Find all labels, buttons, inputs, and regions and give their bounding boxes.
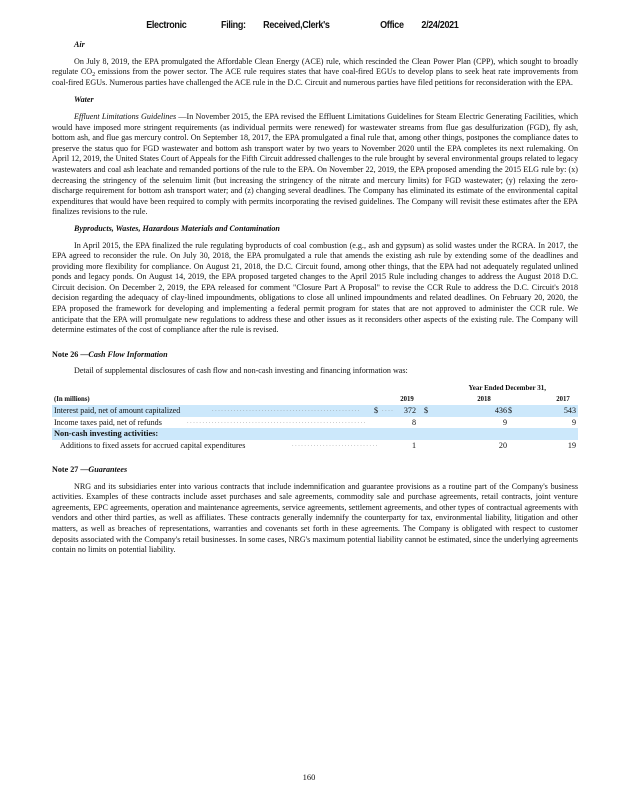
page-number: 160 (302, 772, 316, 782)
value-2017: 19 (567, 440, 576, 450)
table-period-header: Year Ended December 31, (468, 384, 546, 393)
value-2017: 9 (571, 417, 576, 427)
unit-label: (In millions) (54, 396, 90, 404)
water-lead: Effluent Limitations Guidelines (74, 111, 177, 121)
row-label: Additions to fixed assets for accrued capital expenditures (60, 440, 246, 450)
cash-flow-table (52, 383, 578, 451)
note26-title: Note 26 —Cash Flow Information (52, 349, 168, 359)
row-label: Interest paid, net of amount capitalized (54, 406, 181, 416)
table-row (52, 440, 578, 452)
header-filing: Filing: (221, 19, 246, 31)
row-label: Income taxes paid, net of refunds (54, 417, 162, 427)
value-2018: 20 (498, 440, 507, 450)
document-body (52, 40, 578, 556)
section-label: Non-cash investing activities: (54, 429, 159, 439)
value-2018: 9 (502, 417, 507, 427)
leader-dots: .......................................................... (187, 418, 367, 425)
value-2018: 436 (494, 406, 507, 416)
value-2019: 1 (411, 440, 416, 450)
value-2019: 372 (403, 406, 416, 416)
leader-dots: ................................................ (212, 407, 361, 414)
currency-symbol: $ (424, 406, 429, 416)
value-2017: 543 (563, 406, 576, 416)
currency-symbol: $ (374, 406, 379, 416)
value-2019: 8 (411, 417, 416, 427)
note27-title: Note 27 —Guarantees (52, 465, 128, 475)
table-row (52, 417, 578, 429)
byproducts-heading: Byproducts, Wastes, Hazardous Materials and Contamination (74, 223, 280, 233)
air-paragraph: On July 8, 2019, the EPA promulgated the Affordable Clean Energy (ACE) rule, which rescinded the Clean Power Plan (CPP), which sought to broadly regulate $CO_2$ emissions from the power sector. The ACE rule requires states that have coal-fired EGUs to develop plans to seek heat rate improvements from coal-fired EGUs. Numerous parties have challenged the ACE rule in the D.C. Circuit and numerous parties have filed petitions for reconsideration with the EPA. (52, 56, 578, 87)
currency-symbol: $ (508, 406, 513, 416)
leader-dots: ............................ (292, 441, 379, 448)
water-heading: Water (74, 95, 94, 105)
note27-paragraph: NRG and its subsidiaries enter into various contracts that include indemnification and guarantee provisions as a routine part of the Company's business activities. Examples of these contracts include asset purchases and sale agreements, commodity sale and purchase agreements, retail contracts, joint venture agreements, EPC agreements, operation and maintenance agreements, service agreements, settlement agreements, and other types of contractual agreements with vendors and other third parties, as well as affiliates. These contracts generally indemnify the counterparty for tax, environmental liability, litigation and other matters, as well as breaches of representations, warranties and covenants set forth in these agreements. The Company is obligated with respect to customer deposits associated with the Company's retail businesses. In some cases, NRG's maximum potential liability cannot be estimated, since the underlying agreements contain no limits on potential liability. (52, 481, 578, 555)
year-2017: 2017 (556, 396, 570, 404)
year-2019: 2019 (400, 396, 414, 404)
table-header-row (52, 394, 578, 405)
table-row: Interest paid, net of amount capitalized ................................................ $ .... 372 $ 436 $ 543 (54, 406, 576, 416)
table-section-row (52, 428, 578, 440)
header-date: 2/24/2021 (421, 19, 459, 31)
air-heading: Air (74, 40, 85, 49)
water-paragraph: Effluent Limitations Guidelines —In November 2015, the EPA revised the Effluent Limitations Guidelines for Steam Electric Generating Facilities, which would have imposed more stringent requirements (as individual permits were renewed) for wastewater streams from flue gas desulfurization (FGD), fly ash, bottom ash, and flue gas mercury control. On September 18, 2017, the EPA promulgated a final rule that, among other things, postpones the compliance dates to preserve the status quo for FGD wastewater and bottom ash transport water by two years to November 2020 until the EPA completes its next rulemaking. On April 12, 2019, the United States Court of Appeals for the Fifth Circuit addressed challenges to the rule brought by several environmental groups related to legacy wastewaters and coal ash leachate and remanded portions of the rule to the EPA. On November 22, 2019, the EPA proposed amending the 2015 ELG rule by: (x) decreasing the stringency of the selenuim limit (but increasing the stringency of the nitrate and mercury limits) for FGD wastewater; (y) relaxing the zero-discharge requirement for bottom ash transport water; and (z) changing several deadlines. The Company has eliminated its estimate of the environmental capital expenditures that would have been required to comply with permits incorporating the revised guidelines. The Company will revisit these estimates after the EPA finalizes revisions to the rule. (52, 111, 578, 217)
byproducts-paragraph: In April 2015, the EPA finalized the rule regulating byproducts of coal combustion (e.g., ash and gypsum) as solid wastes under the RCRA. In 2017, the EPA agreed to reconsider the rule. On July 30, 2018, the EPA promulgated a rule that amends the existing ash rule by extending some of the deadlines and providing more flexibility for compliance. On August 21, 2018, the D.C. Circuit found, among other things, that the EPA had not adequately regulated unlined ponds and legacy ponds. On August 14, 2019, the EPA proposed targeted changes to the April 2015 Rule including changes to address the August 2018 D.C. Circuit decision. On December 2, 2019, the EPA released for comment "Closure Part A Proposal" to revise the CCR Rule to address the D.C. Circuit's 2018 decision regarding the adequacy of clay-lined impoundments, obligations to close all unlined impoundments and related deadlines. On February 20, 2020, the EPA proposed the framework for developing and implementing a federal permit program for states that are not approved to administer the CCR rule. We anticipate that the EPA will promulgate new regulations to address these and other issues as it reconsiders other aspects of the existing rule. The Company will determine estimates of the cost of compliance after the rule is revised. (52, 240, 578, 335)
filing-header (0, 20, 531, 34)
year-2018: 2018 (477, 396, 491, 404)
note26-intro: Detail of supplemental disclosures of cash flow and non-cash investing and financing information was: (74, 366, 408, 376)
header-received: Received,Clerk's (263, 19, 330, 31)
header-electronic: Electronic (146, 19, 187, 31)
header-office: Office (380, 19, 404, 31)
